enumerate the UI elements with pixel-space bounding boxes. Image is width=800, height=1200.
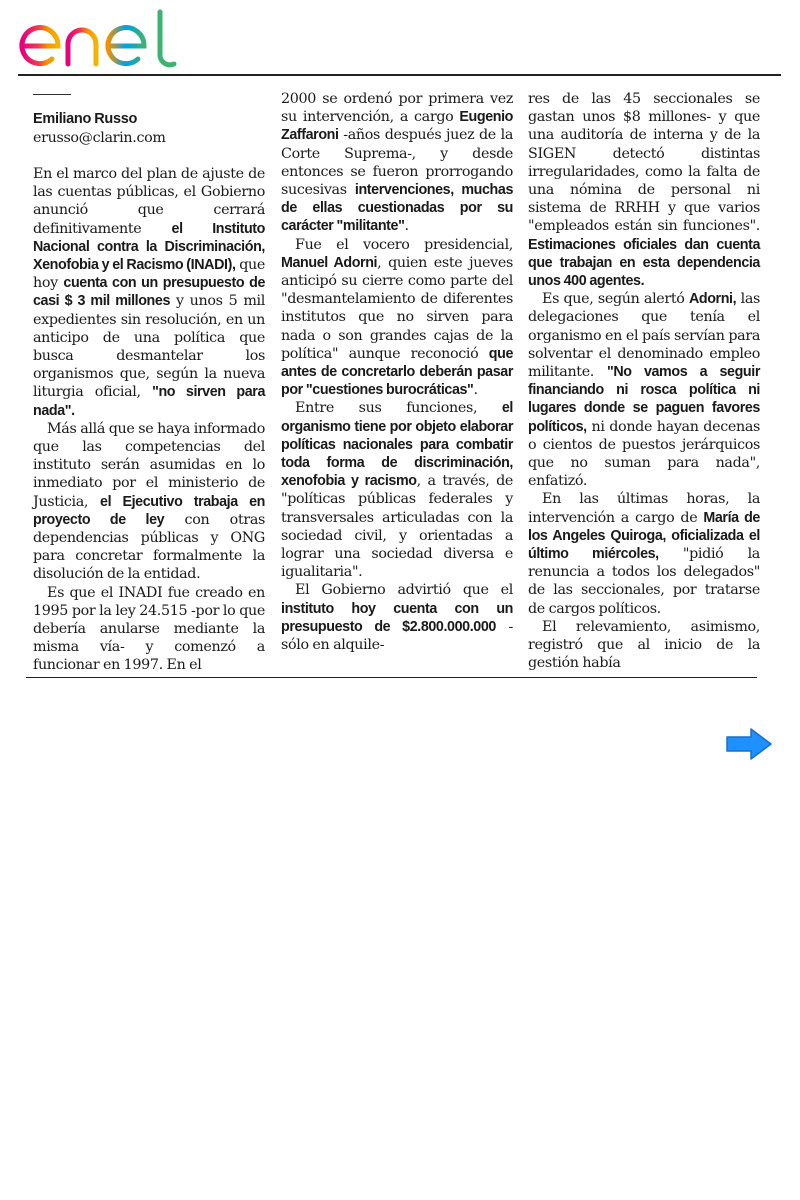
author-email[interactable]: erusso@clarin.com <box>33 130 166 146</box>
bold-text: instituto hoy cuenta con un presupuesto de $2.800.000.000 <box>281 600 513 635</box>
body-text: En el marco del plan de ajuste de las cuentas públicas, el Gobierno anunció que cerrará definitivamente <box>33 166 265 237</box>
body-text: y unos 5 mil expedientes sin resolución, en un anticipo de una política que busca desmantelar los organismos que, según la nueva liturgia oficial, <box>33 293 265 401</box>
bold-text: cuenta con un presupuesto de casi $ 3 mil millones <box>33 275 265 310</box>
article-paragraph <box>33 584 265 675</box>
bold-text: María de los Angeles Quiroga, oficializada el último miércoles, <box>528 509 760 563</box>
body-text: Fue el vocero presidencial, <box>295 236 513 253</box>
body-text: . <box>404 218 409 235</box>
article-paragraph <box>33 420 265 584</box>
article-paragraph <box>281 236 513 400</box>
body-text: ni donde hayan decenas o cientos de puestos jerárquicos que no suman para nada", enfatizó. <box>528 418 760 490</box>
bold-text: Adorni, <box>688 291 737 308</box>
body-text: El relevamiento, asimismo, registró que al inicio de la gestión había <box>528 618 760 672</box>
body-text: -sólo en alquile- <box>281 618 513 654</box>
body-text: res de las 45 seccionales se gastan unos $8 millones- y que una auditoría de interna y de la SIGEN detectó distintas irregularidades, como la falta de una nómina de personal ni sistema de RRHH y que varios "empleados están sin funciones". <box>528 91 760 235</box>
body-text: Es que el INADI fue creado en 1995 por la ley 24.515 -por lo que debería anularse mediante la misma vía- y comenzó a funcionar en 1997. En el <box>33 584 265 674</box>
bold-text: Manuel Adorni <box>281 254 378 271</box>
author-name: Emiliano Russo <box>33 111 138 127</box>
article-paragraph <box>281 399 513 581</box>
body-text: 2000 se ordenó por primera vez su intervención, a cargo <box>281 91 513 126</box>
body-text: En las últimas horas, la intervención a cargo de <box>528 491 760 526</box>
bold-text: "no sirven para nada". <box>33 384 265 419</box>
bold-text: el Instituto Nacional contra la Discriminación, Xenofobia y el Racismo (INADI), <box>33 220 265 274</box>
body-text: El Gobierno advirtió que el <box>295 582 513 599</box>
article-paragraph <box>528 618 760 673</box>
article-paragraph <box>33 165 265 420</box>
bold-text: el Ejecutivo trabaja en proyecto de ley <box>33 493 265 528</box>
column-paragraphs <box>528 90 760 673</box>
article-column-1 <box>33 90 265 675</box>
body-text: Entre sus funciones, <box>295 400 502 417</box>
article-paragraph <box>528 290 760 490</box>
footer-rule <box>26 677 757 678</box>
body-text: -años después juez de la Corte Suprema-, y desde entonces se fueron prorrogando sucesivas <box>281 127 513 199</box>
article-paragraph <box>281 581 513 654</box>
body-text: que hoy <box>33 257 265 292</box>
bold-text: intervenciones, muchas de ellas cuestionadas por su carácter "militante" <box>281 182 513 235</box>
bold-text: Eugenio Zaffaroni <box>281 109 513 144</box>
body-text: las delegaciones que tenía el organismo en el país servían para solventar el denominado empleo militante. <box>528 291 761 381</box>
bold-text: que antes de concretarlo deberán pasar por "cuestiones burocráticas" <box>281 345 513 399</box>
body-text: , quien este jueves anticipó su cierre como parte del "desmantelamiento de diferentes institutos que no sirven para nada o son grandes cajas de la política" aunque reconoció <box>281 254 513 362</box>
author-rule <box>33 94 71 95</box>
body-text: "pidió la renuncia a todos los delegados" de las seccionales, por tratarse de cargos políticos. <box>528 546 760 617</box>
arrow-right-icon[interactable] <box>724 727 774 761</box>
body-text: Es que, según alertó <box>542 291 689 308</box>
header-rule <box>18 74 781 76</box>
article-paragraph <box>281 90 513 236</box>
body-text: con otras dependencias públicas y ONG para concretar formalmente la disolución de la entidad. <box>33 511 265 583</box>
article-column-2 <box>281 90 513 654</box>
bold-text: el organismo tiene por objeto elaborar políticas nacionales para combatir toda forma de discriminación, xenofobia y racismo <box>281 400 513 490</box>
body-text: . <box>473 382 478 399</box>
body-text: Más allá que se haya informado que las competencias del instituto serán asumidas en lo inmediato por el ministerio de Justicia, <box>33 420 265 510</box>
column-paragraphs <box>281 90 513 654</box>
article-paragraph <box>528 90 760 290</box>
bold-text: Estimaciones oficiales dan cuenta que trabajan en esta dependencia unos 400 agentes. <box>528 236 760 290</box>
article-paragraph <box>528 490 760 617</box>
enel-logo <box>14 6 184 72</box>
article-column-3 <box>528 90 760 673</box>
bold-text: "No vamos a seguir financiando ni rosca política ni lugares donde se paguen favores políticos, <box>528 364 760 435</box>
body-text: , a través, de "políticas públicas federales y transversales articuladas con la sociedad civil, y orientadas a lograr una sociedad diversa e igualitaria". <box>281 473 514 581</box>
column-paragraphs <box>33 165 265 675</box>
